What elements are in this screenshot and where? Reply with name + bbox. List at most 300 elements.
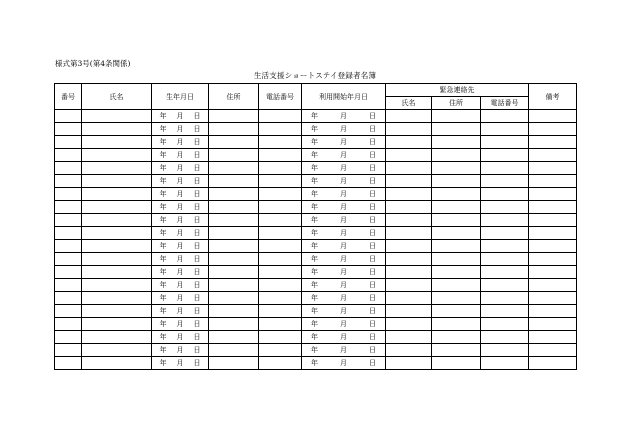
remarks-cell[interactable] xyxy=(529,188,577,201)
emergency-name-cell[interactable] xyxy=(386,305,432,318)
year-label: 年 xyxy=(159,190,167,198)
emergency-name-cell[interactable] xyxy=(386,344,432,357)
emergency-address-cell[interactable] xyxy=(432,110,481,123)
remarks-cell[interactable] xyxy=(529,149,577,162)
day-label: 日 xyxy=(369,307,376,315)
day-label: 日 xyxy=(193,255,201,263)
number-cell[interactable] xyxy=(55,331,82,344)
month-label: 月 xyxy=(340,190,347,198)
month-label: 月 xyxy=(176,294,184,302)
remarks-cell[interactable] xyxy=(529,253,577,266)
month-label: 月 xyxy=(176,359,184,367)
table-row xyxy=(55,331,577,344)
number-cell[interactable] xyxy=(55,344,82,357)
phone-cell[interactable] xyxy=(259,253,302,266)
birthdate-cell[interactable] xyxy=(152,318,209,331)
day-label: 日 xyxy=(369,320,376,328)
birthdate-cell[interactable] xyxy=(152,292,209,305)
number-cell[interactable] xyxy=(55,292,82,305)
emergency-name-cell[interactable] xyxy=(386,279,432,292)
emergency-phone-cell[interactable] xyxy=(481,357,529,370)
month-label: 月 xyxy=(176,125,184,133)
day-label: 日 xyxy=(369,151,376,159)
emergency-name-cell[interactable] xyxy=(386,162,432,175)
address-cell[interactable] xyxy=(209,318,259,331)
address-cell[interactable] xyxy=(209,292,259,305)
emergency-phone-cell[interactable] xyxy=(481,318,529,331)
birthdate-cell[interactable] xyxy=(152,344,209,357)
birthdate-cell[interactable] xyxy=(152,136,209,149)
header-address: 住所 xyxy=(209,84,259,110)
year-label: 年 xyxy=(159,307,167,315)
year-label: 年 xyxy=(159,216,167,224)
year-label: 年 xyxy=(311,333,318,341)
table-row xyxy=(55,318,577,331)
remarks-cell[interactable] xyxy=(529,266,577,279)
year-label: 年 xyxy=(159,268,167,276)
day-label: 日 xyxy=(369,203,376,211)
emergency-phone-cell[interactable] xyxy=(481,227,529,240)
birthdate-cell[interactable] xyxy=(152,227,209,240)
birthdate-cell[interactable] xyxy=(152,162,209,175)
phone-cell[interactable] xyxy=(259,318,302,331)
birthdate-cell[interactable] xyxy=(152,175,209,188)
start-date-cell[interactable] xyxy=(302,123,386,136)
emergency-address-cell[interactable] xyxy=(432,214,481,227)
emergency-name-cell[interactable] xyxy=(386,227,432,240)
emergency-address-cell[interactable] xyxy=(432,136,481,149)
address-cell[interactable] xyxy=(209,162,259,175)
address-cell[interactable] xyxy=(209,175,259,188)
register-table xyxy=(54,83,577,370)
year-label: 年 xyxy=(159,203,167,211)
name-cell[interactable] xyxy=(82,266,152,279)
start-date-cell[interactable] xyxy=(302,279,386,292)
day-label: 日 xyxy=(193,359,201,367)
emergency-phone-cell[interactable] xyxy=(481,136,529,149)
year-label: 年 xyxy=(311,138,318,146)
number-cell[interactable] xyxy=(55,123,82,136)
emergency-address-cell[interactable] xyxy=(432,331,481,344)
name-cell[interactable] xyxy=(82,214,152,227)
phone-cell[interactable] xyxy=(259,214,302,227)
year-label: 年 xyxy=(311,229,318,237)
remarks-cell[interactable] xyxy=(529,201,577,214)
remarks-cell[interactable] xyxy=(529,305,577,318)
emergency-name-cell[interactable] xyxy=(386,214,432,227)
month-label: 月 xyxy=(340,125,347,133)
header-number: 番号 xyxy=(55,84,82,110)
remarks-cell[interactable] xyxy=(529,331,577,344)
emergency-name-cell[interactable] xyxy=(386,253,432,266)
birthdate-cell[interactable] xyxy=(152,123,209,136)
number-cell[interactable] xyxy=(55,279,82,292)
month-label: 月 xyxy=(340,346,347,354)
birthdate-cell[interactable] xyxy=(152,331,209,344)
month-label: 月 xyxy=(176,138,184,146)
start-date-cell[interactable] xyxy=(302,175,386,188)
month-label: 月 xyxy=(176,112,184,120)
birthdate-cell[interactable] xyxy=(152,149,209,162)
emergency-address-cell[interactable] xyxy=(432,188,481,201)
address-cell[interactable] xyxy=(209,240,259,253)
remarks-cell[interactable] xyxy=(529,227,577,240)
address-cell[interactable] xyxy=(209,136,259,149)
day-label: 日 xyxy=(369,177,376,185)
name-cell[interactable] xyxy=(82,123,152,136)
day-label: 日 xyxy=(369,346,376,354)
register-rows xyxy=(55,110,577,370)
year-label: 年 xyxy=(311,164,318,172)
birthdate-cell[interactable] xyxy=(152,110,209,123)
remarks-cell[interactable] xyxy=(529,357,577,370)
address-cell[interactable] xyxy=(209,110,259,123)
address-cell[interactable] xyxy=(209,149,259,162)
emergency-name-cell[interactable] xyxy=(386,201,432,214)
form-title: 生活支援ショートステイ登録者名簿 xyxy=(253,71,377,80)
table-row xyxy=(55,201,577,214)
table-row xyxy=(55,292,577,305)
number-cell[interactable] xyxy=(55,318,82,331)
start-date-cell[interactable] xyxy=(302,266,386,279)
phone-cell[interactable] xyxy=(259,357,302,370)
phone-cell[interactable] xyxy=(259,227,302,240)
start-date-cell[interactable] xyxy=(302,110,386,123)
emergency-name-cell[interactable] xyxy=(386,123,432,136)
header-remarks: 備考 xyxy=(529,84,577,110)
emergency-name-cell[interactable] xyxy=(386,240,432,253)
year-label: 年 xyxy=(159,346,167,354)
day-label: 日 xyxy=(193,281,201,289)
emergency-phone-cell[interactable] xyxy=(481,123,529,136)
day-label: 日 xyxy=(369,268,376,276)
name-cell[interactable] xyxy=(82,292,152,305)
phone-cell[interactable] xyxy=(259,344,302,357)
header-phone: 電話番号 xyxy=(259,84,302,110)
month-label: 月 xyxy=(340,151,347,159)
phone-cell[interactable] xyxy=(259,136,302,149)
day-label: 日 xyxy=(193,242,201,250)
table-row xyxy=(55,240,577,253)
address-cell[interactable] xyxy=(209,279,259,292)
phone-cell[interactable] xyxy=(259,305,302,318)
emergency-phone-cell[interactable] xyxy=(481,162,529,175)
address-cell[interactable] xyxy=(209,227,259,240)
start-date-cell[interactable] xyxy=(302,201,386,214)
name-cell[interactable] xyxy=(82,188,152,201)
table-row xyxy=(55,253,577,266)
phone-cell[interactable] xyxy=(259,331,302,344)
year-label: 年 xyxy=(311,255,318,263)
phone-cell[interactable] xyxy=(259,175,302,188)
month-label: 月 xyxy=(340,216,347,224)
remarks-cell[interactable] xyxy=(529,292,577,305)
table-row xyxy=(55,162,577,175)
table-row xyxy=(55,344,577,357)
remarks-cell[interactable] xyxy=(529,279,577,292)
month-label: 月 xyxy=(176,320,184,328)
remarks-cell[interactable] xyxy=(529,110,577,123)
number-cell[interactable] xyxy=(55,136,82,149)
table-row xyxy=(55,110,577,123)
month-label: 月 xyxy=(176,333,184,341)
emergency-name-cell[interactable] xyxy=(386,110,432,123)
name-cell[interactable] xyxy=(82,110,152,123)
emergency-phone-cell[interactable] xyxy=(481,240,529,253)
name-cell[interactable] xyxy=(82,201,152,214)
emergency-phone-cell[interactable] xyxy=(481,266,529,279)
remarks-cell[interactable] xyxy=(529,344,577,357)
table-row xyxy=(55,266,577,279)
emergency-name-cell[interactable] xyxy=(386,136,432,149)
month-label: 月 xyxy=(340,164,347,172)
phone-cell[interactable] xyxy=(259,279,302,292)
remarks-cell[interactable] xyxy=(529,162,577,175)
birthdate-cell[interactable] xyxy=(152,357,209,370)
name-cell[interactable] xyxy=(82,175,152,188)
year-label: 年 xyxy=(311,268,318,276)
number-cell[interactable] xyxy=(55,305,82,318)
number-cell[interactable] xyxy=(55,175,82,188)
address-cell[interactable] xyxy=(209,201,259,214)
month-label: 月 xyxy=(176,229,184,237)
year-label: 年 xyxy=(159,151,167,159)
emergency-address-cell[interactable] xyxy=(432,201,481,214)
emergency-address-cell[interactable] xyxy=(432,266,481,279)
table-row xyxy=(55,214,577,227)
emergency-address-cell[interactable] xyxy=(432,162,481,175)
year-label: 年 xyxy=(311,242,318,250)
phone-cell[interactable] xyxy=(259,240,302,253)
name-cell[interactable] xyxy=(82,357,152,370)
start-date-cell[interactable] xyxy=(302,305,386,318)
table-row xyxy=(55,149,577,162)
emergency-name-cell[interactable] xyxy=(386,266,432,279)
remarks-cell[interactable] xyxy=(529,318,577,331)
emergency-phone-cell[interactable] xyxy=(481,188,529,201)
name-cell[interactable] xyxy=(82,149,152,162)
emergency-name-cell[interactable] xyxy=(386,175,432,188)
emergency-name-cell[interactable] xyxy=(386,292,432,305)
number-cell[interactable] xyxy=(55,110,82,123)
emergency-address-cell[interactable] xyxy=(432,175,481,188)
emergency-name-cell[interactable] xyxy=(386,149,432,162)
birthdate-cell[interactable] xyxy=(152,253,209,266)
address-cell[interactable] xyxy=(209,344,259,357)
name-cell[interactable] xyxy=(82,162,152,175)
start-date-cell[interactable] xyxy=(302,149,386,162)
day-label: 日 xyxy=(193,164,201,172)
start-date-cell[interactable] xyxy=(302,136,386,149)
month-label: 月 xyxy=(176,242,184,250)
emergency-phone-cell[interactable] xyxy=(481,214,529,227)
emergency-phone-cell[interactable] xyxy=(481,253,529,266)
phone-cell[interactable] xyxy=(259,149,302,162)
remarks-cell[interactable] xyxy=(529,240,577,253)
year-label: 年 xyxy=(159,229,167,237)
name-cell[interactable] xyxy=(82,136,152,149)
emergency-address-cell[interactable] xyxy=(432,253,481,266)
day-label: 日 xyxy=(193,346,201,354)
emergency-phone-cell[interactable] xyxy=(481,305,529,318)
name-cell[interactable] xyxy=(82,253,152,266)
emergency-name-cell[interactable] xyxy=(386,188,432,201)
form-number: 様式第3号(第4条関係) xyxy=(55,59,131,68)
emergency-address-cell[interactable] xyxy=(432,318,481,331)
day-label: 日 xyxy=(193,307,201,315)
month-label: 月 xyxy=(176,268,184,276)
start-date-cell[interactable] xyxy=(302,344,386,357)
start-date-cell[interactable] xyxy=(302,240,386,253)
number-cell[interactable] xyxy=(55,266,82,279)
month-label: 月 xyxy=(176,281,184,289)
name-cell[interactable] xyxy=(82,279,152,292)
address-cell[interactable] xyxy=(209,214,259,227)
emergency-phone-cell[interactable] xyxy=(481,331,529,344)
table-row xyxy=(55,123,577,136)
day-label: 日 xyxy=(193,268,201,276)
emergency-phone-cell[interactable] xyxy=(481,279,529,292)
remarks-cell[interactable] xyxy=(529,123,577,136)
emergency-name-cell[interactable] xyxy=(386,331,432,344)
address-cell[interactable] xyxy=(209,123,259,136)
start-date-cell[interactable] xyxy=(302,188,386,201)
address-cell[interactable] xyxy=(209,188,259,201)
month-label: 月 xyxy=(176,177,184,185)
year-label: 年 xyxy=(159,138,167,146)
start-date-cell[interactable] xyxy=(302,253,386,266)
month-label: 月 xyxy=(340,242,347,250)
address-cell[interactable] xyxy=(209,266,259,279)
birthdate-cell[interactable] xyxy=(152,305,209,318)
emergency-address-cell[interactable] xyxy=(432,227,481,240)
emergency-address-cell[interactable] xyxy=(432,123,481,136)
birthdate-cell[interactable] xyxy=(152,279,209,292)
year-label: 年 xyxy=(311,294,318,302)
day-label: 日 xyxy=(369,333,376,341)
remarks-cell[interactable] xyxy=(529,175,577,188)
phone-cell[interactable] xyxy=(259,123,302,136)
name-cell[interactable] xyxy=(82,240,152,253)
name-cell[interactable] xyxy=(82,227,152,240)
remarks-cell[interactable] xyxy=(529,136,577,149)
number-cell[interactable] xyxy=(55,240,82,253)
year-label: 年 xyxy=(159,320,167,328)
month-label: 月 xyxy=(176,190,184,198)
table-row xyxy=(55,279,577,292)
emergency-address-cell[interactable] xyxy=(432,344,481,357)
start-date-cell[interactable] xyxy=(302,292,386,305)
day-label: 日 xyxy=(193,229,201,237)
emergency-name-cell[interactable] xyxy=(386,318,432,331)
emergency-name-cell[interactable] xyxy=(386,357,432,370)
birthdate-cell[interactable] xyxy=(152,188,209,201)
year-label: 年 xyxy=(159,255,167,263)
number-cell[interactable] xyxy=(55,188,82,201)
number-cell[interactable] xyxy=(55,253,82,266)
emergency-phone-cell[interactable] xyxy=(481,149,529,162)
day-label: 日 xyxy=(369,294,376,302)
birthdate-cell[interactable] xyxy=(152,201,209,214)
year-label: 年 xyxy=(311,190,318,198)
number-cell[interactable] xyxy=(55,162,82,175)
month-label: 月 xyxy=(176,255,184,263)
header-start-date: 利用開始年月日 xyxy=(302,84,386,110)
start-date-cell[interactable] xyxy=(302,214,386,227)
phone-cell[interactable] xyxy=(259,110,302,123)
name-cell[interactable] xyxy=(82,331,152,344)
month-label: 月 xyxy=(340,294,347,302)
table-row xyxy=(55,136,577,149)
emergency-address-cell[interactable] xyxy=(432,149,481,162)
phone-cell[interactable] xyxy=(259,292,302,305)
year-label: 年 xyxy=(311,151,318,159)
emergency-phone-cell[interactable] xyxy=(481,201,529,214)
emergency-address-cell[interactable] xyxy=(432,279,481,292)
day-label: 日 xyxy=(369,281,376,289)
phone-cell[interactable] xyxy=(259,201,302,214)
address-cell[interactable] xyxy=(209,253,259,266)
address-cell[interactable] xyxy=(209,331,259,344)
month-label: 月 xyxy=(340,320,347,328)
day-label: 日 xyxy=(369,216,376,224)
year-label: 年 xyxy=(311,203,318,211)
number-cell[interactable] xyxy=(55,357,82,370)
month-label: 月 xyxy=(340,359,347,367)
number-cell[interactable] xyxy=(55,201,82,214)
day-label: 日 xyxy=(369,138,376,146)
name-cell[interactable] xyxy=(82,344,152,357)
year-label: 年 xyxy=(311,281,318,289)
phone-cell[interactable] xyxy=(259,266,302,279)
month-label: 月 xyxy=(340,203,347,211)
day-label: 日 xyxy=(193,138,201,146)
birthdate-cell[interactable] xyxy=(152,214,209,227)
start-date-cell[interactable] xyxy=(302,357,386,370)
table-row xyxy=(55,357,577,370)
emergency-phone-cell[interactable] xyxy=(481,344,529,357)
day-label: 日 xyxy=(193,216,201,224)
emergency-address-cell[interactable] xyxy=(432,305,481,318)
emergency-address-cell[interactable] xyxy=(432,292,481,305)
day-label: 日 xyxy=(193,177,201,185)
birthdate-cell[interactable] xyxy=(152,266,209,279)
emergency-phone-cell[interactable] xyxy=(481,110,529,123)
start-date-cell[interactable] xyxy=(302,331,386,344)
emergency-phone-cell[interactable] xyxy=(481,292,529,305)
start-date-cell[interactable] xyxy=(302,227,386,240)
start-date-cell[interactable] xyxy=(302,318,386,331)
start-date-cell[interactable] xyxy=(302,162,386,175)
number-cell[interactable] xyxy=(55,149,82,162)
name-cell[interactable] xyxy=(82,305,152,318)
day-label: 日 xyxy=(193,333,201,341)
emergency-address-cell[interactable] xyxy=(432,357,481,370)
month-label: 月 xyxy=(176,216,184,224)
number-cell[interactable] xyxy=(55,214,82,227)
month-label: 月 xyxy=(340,229,347,237)
phone-cell[interactable] xyxy=(259,188,302,201)
address-cell[interactable] xyxy=(209,305,259,318)
address-cell[interactable] xyxy=(209,357,259,370)
phone-cell[interactable] xyxy=(259,162,302,175)
emergency-phone-cell[interactable] xyxy=(481,175,529,188)
name-cell[interactable] xyxy=(82,318,152,331)
number-cell[interactable] xyxy=(55,227,82,240)
emergency-address-cell[interactable] xyxy=(432,240,481,253)
remarks-cell[interactable] xyxy=(529,214,577,227)
birthdate-cell[interactable] xyxy=(152,240,209,253)
